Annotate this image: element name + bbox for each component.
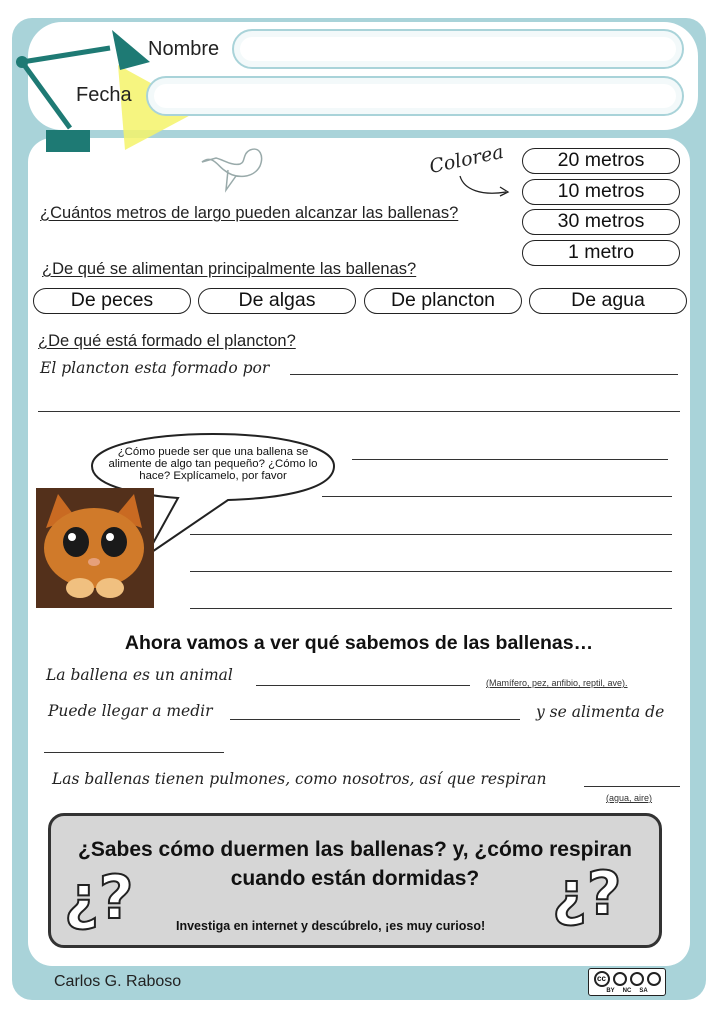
option-de-agua[interactable]: De agua: [529, 288, 687, 314]
measure-answer-line[interactable]: [230, 719, 520, 720]
question-marks-left-icon: ¿?: [64, 863, 134, 933]
sa-icon: [647, 972, 661, 986]
answer-line[interactable]: [190, 608, 672, 609]
date-label: Fecha: [76, 84, 132, 106]
feed-prompt: y se alimenta de: [536, 703, 665, 721]
animal-hint: (Mamífero, pez, anfibio, reptil, ave).: [486, 678, 628, 688]
by-label: BY: [606, 987, 615, 994]
research-question: ¿Sabes cómo duermen las ballenas? y, ¿cómo respiran cuando están dormidas?: [78, 838, 632, 890]
date-field[interactable]: [146, 76, 684, 116]
cc-license-badge: [588, 968, 666, 996]
measure-prompt: Puede llegar a medir: [48, 702, 213, 720]
feed-answer-line[interactable]: [44, 752, 224, 753]
option-de-plancton[interactable]: De plancton: [364, 288, 522, 314]
section-title: Ahora vamos a ver qué sabemos de las ballenas…: [124, 632, 594, 654]
animal-prompt: La ballena es un animal: [46, 666, 233, 684]
breathe-prompt: Las ballenas tienen pulmones, como nosotros, así que respiran: [52, 770, 547, 788]
breathe-answer-line[interactable]: [584, 786, 680, 787]
option-de-algas[interactable]: De algas: [198, 288, 356, 314]
option-30-metros[interactable]: 30 metros: [522, 209, 680, 235]
question-marks-right-icon: ¿?: [552, 859, 622, 929]
question-length: ¿Cuántos metros de largo pueden alcanzar las ballenas?: [40, 204, 459, 222]
nc-label: NC: [622, 987, 632, 994]
answer-line[interactable]: [38, 411, 680, 412]
question-food: ¿De qué se alimentan principalmente las ballenas?: [42, 260, 417, 278]
bubble-text: ¿Cómo puede ser que una ballena se alimente de algo tan pequeño? ¿Cómo lo hace? Explícamelo, por favor: [108, 446, 318, 482]
option-de-peces[interactable]: De peces: [33, 288, 191, 314]
answer-line[interactable]: [322, 496, 672, 497]
colorea-label: Colorea: [427, 140, 506, 178]
plankton-prompt: El plancton esta formado por: [40, 359, 270, 377]
answer-line[interactable]: [290, 374, 678, 375]
cc-icon: cc: [594, 971, 610, 987]
cat-image: [36, 488, 154, 608]
arrow-icon: [456, 172, 516, 202]
answer-line[interactable]: [190, 534, 672, 535]
nc-icon: [630, 972, 644, 986]
breathe-hint: (agua, aire): [606, 793, 653, 803]
name-field[interactable]: [232, 29, 684, 69]
sa-label: SA: [639, 987, 648, 994]
question-plankton: ¿De qué está formado el plancton?: [38, 332, 296, 350]
name-label: Nombre: [148, 38, 220, 60]
option-1-metro[interactable]: 1 metro: [522, 240, 680, 266]
answer-line[interactable]: [352, 459, 668, 460]
option-10-metros[interactable]: 10 metros: [522, 179, 680, 205]
whale-icon: [198, 140, 268, 196]
option-20-metros[interactable]: 20 metros: [522, 148, 680, 174]
author-name: Carlos G. Raboso: [54, 973, 182, 990]
answer-line[interactable]: [190, 571, 672, 572]
animal-answer-line[interactable]: [256, 685, 470, 686]
research-instruction: Investiga en internet y descúbrelo, ¡es muy curioso!: [176, 919, 486, 933]
by-icon: [613, 972, 627, 986]
